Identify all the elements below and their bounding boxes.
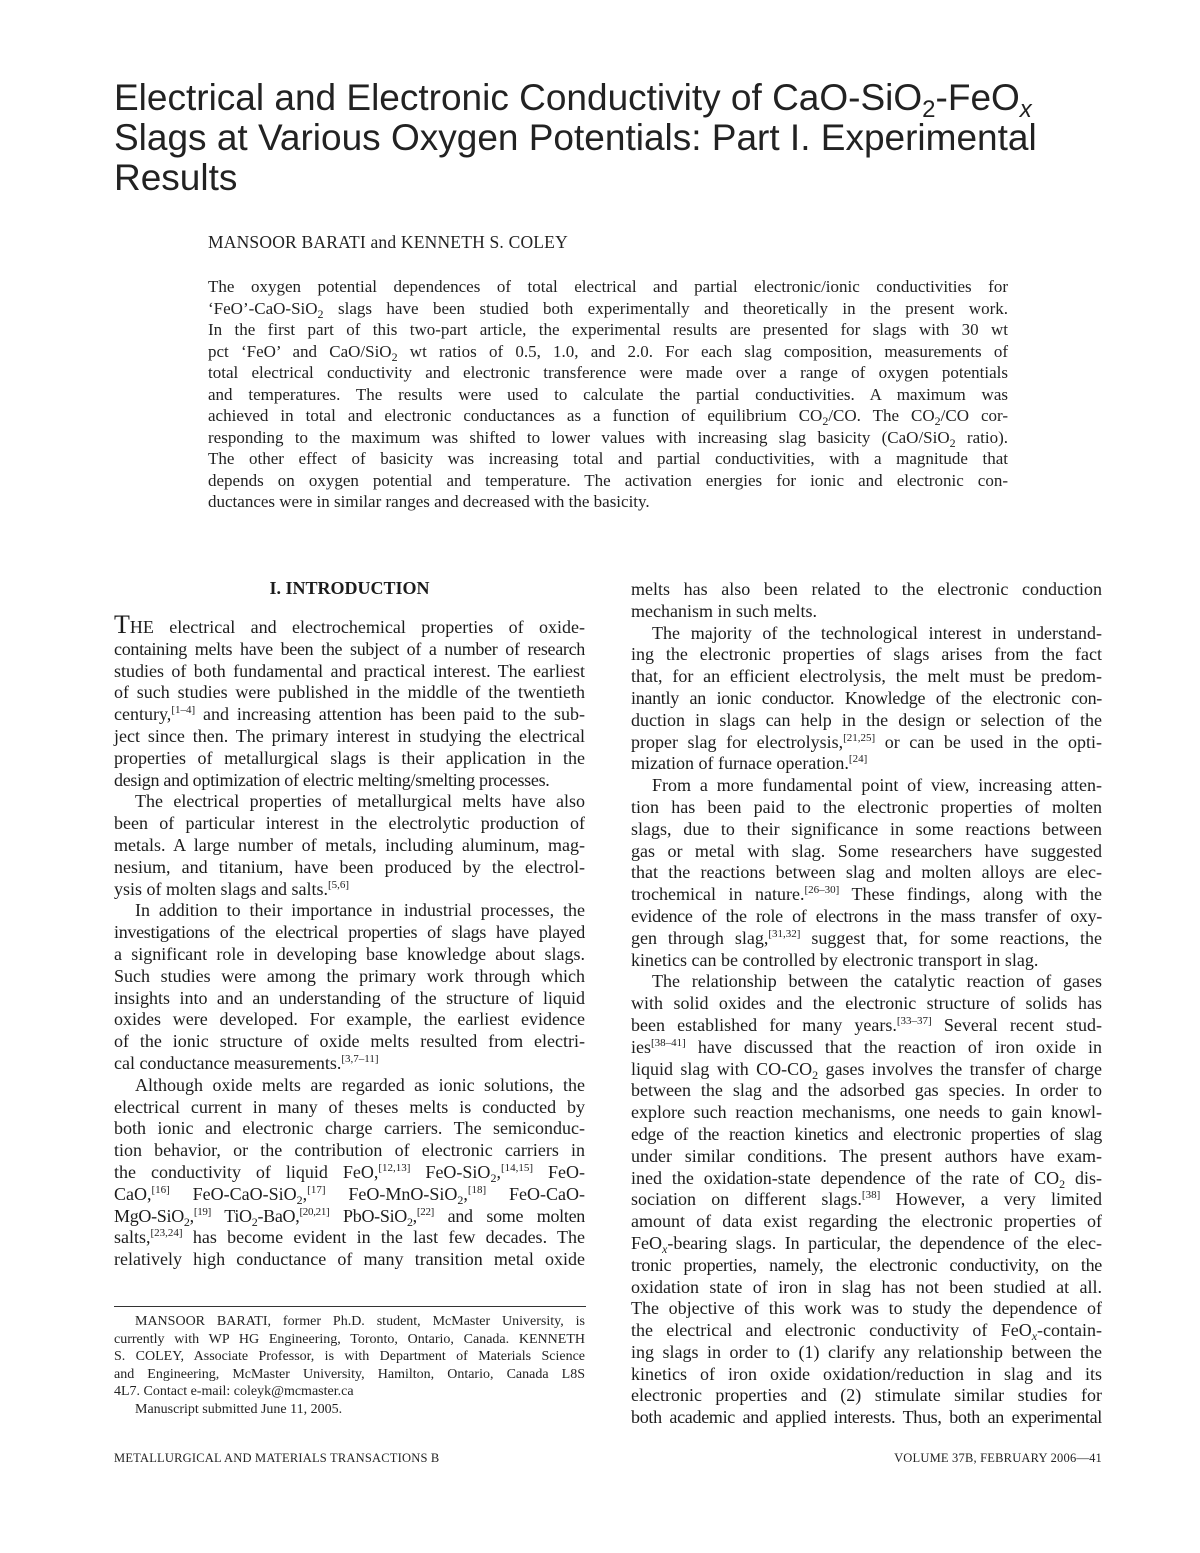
journal-footer: METALLURGICAL AND MATERIALS TRANSACTIONS B — [114, 1451, 440, 1465]
title-line-2: Slags at Various Oxygen Potentials: Part I. Experimental — [114, 117, 1037, 158]
right-column: melts has also been related to the electronic conduction mechanism in such melts. The majority of the technological interest in understand- ing the electronic properties of slags arises from the fact that, for an efficient electrolysis, the melt must be predom- inantly an ionic conductor. Knowledge of the electronic con- duction in slags can help in the design or selection of the proper slag for electrolysis,[21,25] or can be used in the opti- mization of furnace operation.[24] From a more fundamental point of view, increasing atten- tion has been paid to the electronic properties of molten slags, due to their significance in some reactions between gas or metal with slag. Some researchers have suggested that the reactions between slag and molten alloys are elec- trochemical in nature.[26–30] These findings, along with the evidence of the role of electrons in the mass transfer of oxy- gen through slag,[31,32] suggest that, for some reactions, the kinetics can be controlled by electronic transport in slag. The relationship between the catalytic reaction of gases with solid oxides and the electronic structure of solids has been established for many years.[33–37] Several recent stud- ies[38–41] have discussed that the reaction of iron oxide in liquid slag with $CO-CO_2$ gases involves the transfer of charge between the slag and the adsorbed gas species. In order to explore such reaction mechanisms, one needs to gain knowl- edge of the reaction kinetics and electronic properties of slag under similar conditions. The present authors have exam- ined the oxidation-state dependence of the rate of $CO_2$ dis- sociation on different slags.[38] However, a very limited amount of data exist regarding the electronic properties of FeO$_x$-bearing slags. In particular, the dependence of the elec- tronic properties, namely, the electronic conductivity, on the oxidation state of iron in slag has not been studied at all. The objective of this work was to study the dependence of the electrical and electronic conductivity of FeO$_x$-contain- ing slags in order to (1) clarify any relationship between the kinetics of iron oxide oxidation/reduction in slag and its electronic properties and (2) stimulate similar studies for both academic and applied interests. Thus, both an experimental — [631, 579, 1103, 1428]
manuscript-date: Manuscript submitted June 11, 2005. — [135, 1401, 343, 1417]
abstract: The oxygen potential dependences of total electrical and partial electronic/ionic conductivities for ‘FeO’-CaO-SiO$_2$ slags have been studied both experimentally and theoretically in the present work. In the first part of this two-part article, the experimental results are presented for slags with 30 wt pct ‘FeO’ and CaO/SiO$_2$ wt ratios of 0.5, 1.0, and 2.0. For each slag composition, measurements of total electrical conductivity and electronic transference were made over a range of oxygen potentials and temperatures. The results were used to calculate the partial conductivities. A maximum was achieved in total and electronic conductances as a function of equilibrium $CO_2/CO$. The $CO_2/CO$ cor- responding to the maximum was shifted to lower values with increasing slag basicity (CaO/SiO$_2$ ratio). The other effect of basicity was increasing total and partial conductivities, with a magnitude that depends on oxygen potential and temperature. The activation energies for ionic and electronic con- ductances were in similar ranges and decreased with the basicity. — [208, 277, 1008, 511]
drop-cap: T — [114, 610, 130, 639]
footnote-divider — [114, 1306, 586, 1307]
title-line-3: Results — [114, 157, 238, 198]
title-line-1: Electrical and Electronic Conductivity of CaO-SiO$_2$-FeO$_x$ — [114, 77, 1032, 123]
paragraph-2: The electrical properties of metallurgical melts have also — [135, 791, 585, 812]
paragraph-4: Although oxide melts are regarded as ionic solutions, the — [135, 1074, 585, 1095]
paragraph-3: In addition to their importance in industrial processes, the — [135, 900, 585, 921]
section-heading-introduction: I. INTRODUCTION — [269, 578, 430, 598]
paragraph-1: THE electrical and electrochemical properties of oxide- — [114, 610, 585, 639]
author-footnote: MANSOOR BARATI, former Ph.D. student, McMaster University, is currently with WP HG Engineering, Toronto, Ontario, Canada. KENNETH S. COLEY, Associate Professor, is with Department of Materials Science and Engineering, McMaster University, Hamilton, Ontario, Canada L8S 4L7. Contact e-mail: coleyk@mcmaster.ca Manuscript submitted June 11, 2005. — [114, 1314, 585, 1417]
author-list: MANSOOR BARATI and KENNETH S. COLEY — [208, 232, 568, 252]
article-title — [114, 78, 1074, 198]
left-column: THE electrical and electrochemical properties of oxide- containing melts have been the subject of a number of research studies of both fundamental and practical interest. The earliest of such studies were published in the middle of the twentieth century,[1–4] and increasing attention has been paid to the sub- ject since then. The primary interest in studying the electrical properties of metallurgical slags is their application in the design and optimization of electric melting/smelting processes. The electrical properties of metallurgical melts have also been of particular interest in the electrolytic production of metals. A large number of metals, including aluminum, mag- nesium, and titanium, have been produced by the electrol- ysis of molten slags and salts.[5,6] In addition to their importance in industrial processes, the investigations of the electrical properties of slags have played a significant role in developing base knowledge about slags. Such studies were among the primary work through which insights into and an understanding of the structure of liquid oxides were developed. For example, the earliest evidence of the ionic structure of oxide melts resulted from electri- cal conductance measurements.[3,7–11] Although oxide melts are regarded as ionic solutions, the electrical current in many of theses melts is conducted by both ionic and electronic charge carriers. The semiconduc- tion behavior, or the contribution of electronic carriers in the conductivity of liquid FeO,[12,13] FeO-SiO$_2$,[14,15] FeO- CaO,[16] FeO-CaO-SiO$_2$,[17] FeO-MnO-SiO$_2$,[18] FeO-CaO- MgO-SiO$_2$,[19] TiO$_2$-BaO,[20,21] PbO-SiO$_2$,[22] and some molten salts,[23,24] has become evident in the last few decades. The relatively high conductance of many transition metal oxide — [114, 610, 585, 1270]
volume-page-footer: VOLUME 37B, FEBRUARY 2006—41 — [894, 1451, 1102, 1465]
